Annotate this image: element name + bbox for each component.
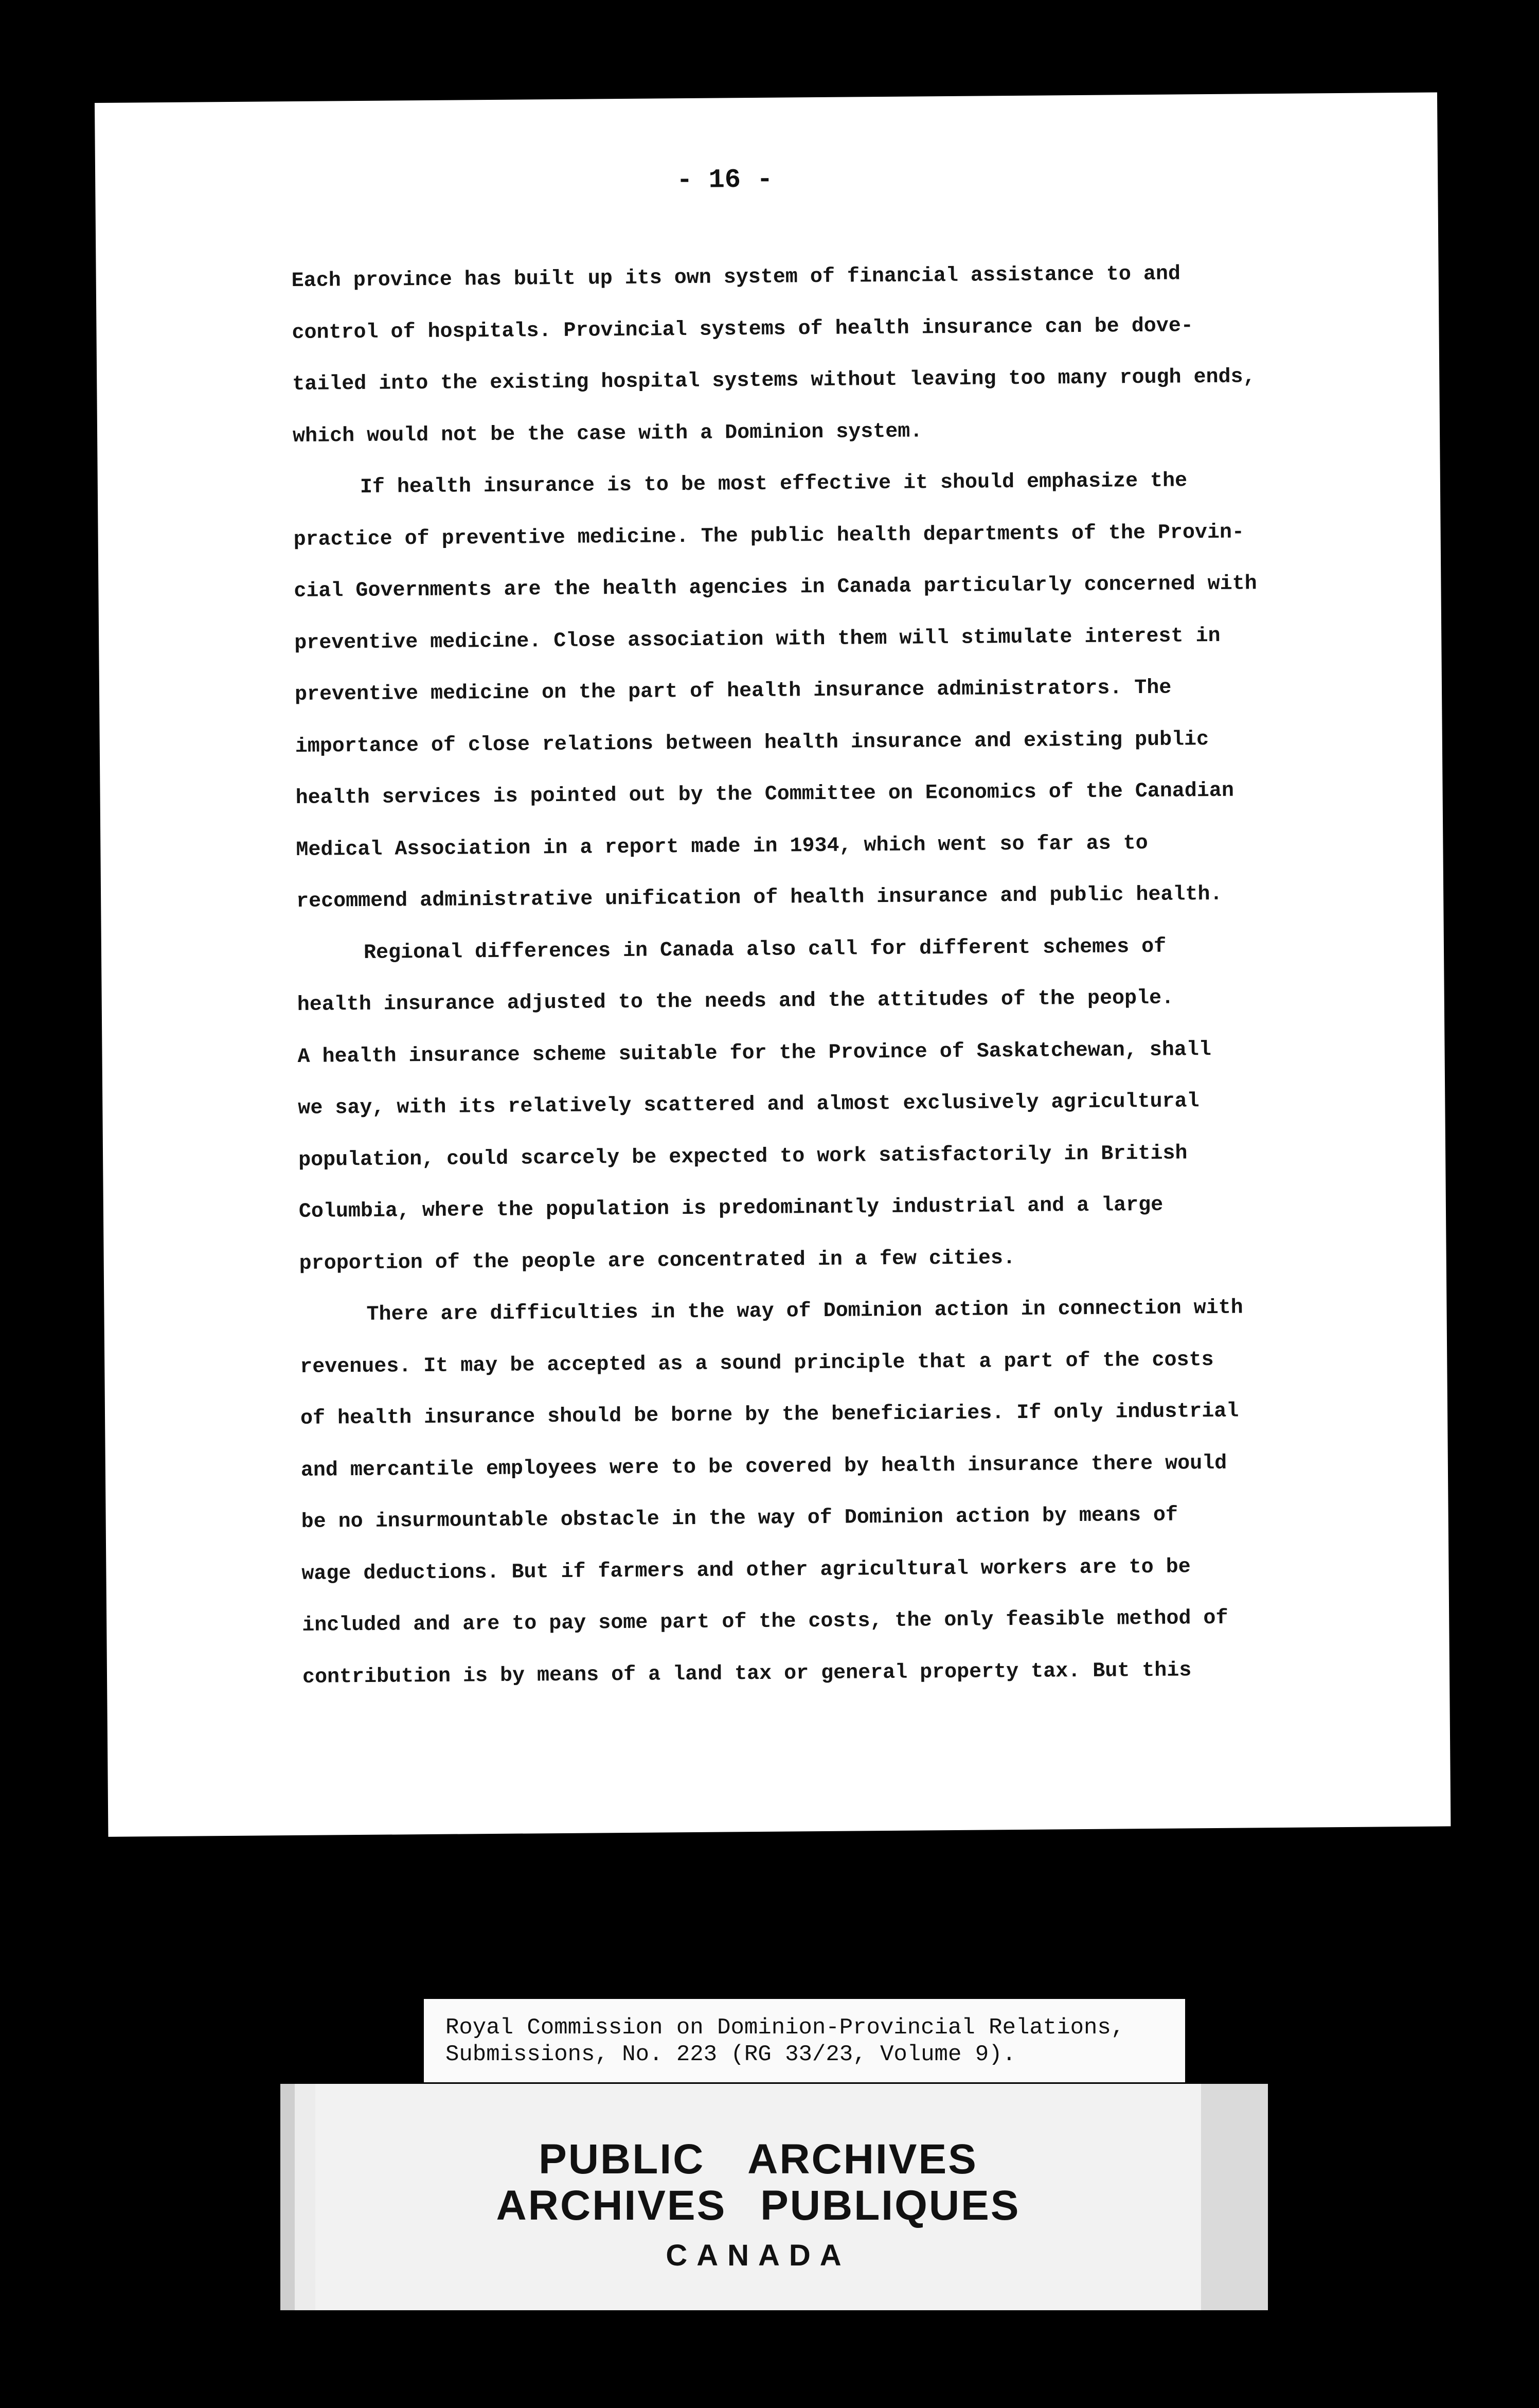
document-page bbox=[95, 93, 1451, 1837]
scan-speck bbox=[164, 1371, 167, 1374]
text-line: preventive medicine on the part of health insurance administrators. The bbox=[294, 676, 1172, 706]
text-line: Regional differences in Canada also call for different schemes of bbox=[363, 935, 1167, 965]
text-line: which would not be the case with a Dominion system. bbox=[292, 419, 923, 448]
text-line: and mercantile employees were to be covered by health insurance there would bbox=[300, 1451, 1227, 1482]
stamp-title-en: PUBLIC ARCHIVES bbox=[539, 2136, 978, 2183]
text-line: population, could scarcely be expected to work satisfactorily in British bbox=[298, 1141, 1188, 1172]
citation-label bbox=[424, 1999, 1185, 2082]
text-line: wage deductions. But if farmers and other agricultural workers are to be bbox=[301, 1555, 1191, 1586]
stamp-card bbox=[315, 2084, 1201, 2310]
paragraph-4 bbox=[299, 1282, 1372, 1704]
paragraph-1 bbox=[291, 247, 1363, 463]
paragraph-3 bbox=[297, 919, 1369, 1290]
archives-stamp bbox=[280, 2084, 1268, 2310]
scan-speck bbox=[167, 1443, 170, 1446]
page-number: - 16 - bbox=[676, 164, 773, 196]
citation-line: Royal Commission on Dominion-Provincial Relations, bbox=[445, 2015, 1125, 2041]
text-line: revenues. It may be accepted as a sound principle that a part of the costs bbox=[300, 1348, 1214, 1379]
text-line: Medical Association in a report made in 1934, which went so far as to bbox=[296, 831, 1148, 862]
scan-speck bbox=[139, 507, 142, 510]
stamp-country: CANADA bbox=[666, 2239, 851, 2272]
text-line: A health insurance scheme suitable for the Province of Saskatchewan, shall bbox=[297, 1038, 1211, 1069]
citation-line: Submissions, No. 223 (RG 33/23, Volume 9). bbox=[445, 2042, 1016, 2067]
text-line: Each province has built up its own system of financial assistance to and bbox=[291, 262, 1181, 293]
text-line: Columbia, where the population is predominantly industrial and a large bbox=[298, 1193, 1164, 1224]
scan-speck bbox=[141, 576, 145, 579]
body-text bbox=[291, 247, 1372, 1704]
text-line: included and are to pay some part of the costs, the only feasible method of bbox=[302, 1606, 1228, 1637]
text-line: proportion of the people are concentrated in a few cities. bbox=[299, 1246, 1016, 1276]
text-line: health services is pointed out by the Committee on Economics of the Canadian bbox=[295, 779, 1234, 810]
text-line: tailed into the existing hospital systems without leaving too many rough ends, bbox=[292, 365, 1256, 396]
text-line: we say, with its relatively scattered and almost exclusively agricultural bbox=[298, 1090, 1200, 1120]
text-line: practice of preventive medicine. The public health departments of the Provin- bbox=[293, 520, 1245, 552]
text-line: recommend administrative unification of health insurance and public health. bbox=[296, 882, 1223, 913]
text-line: contribution is by means of a land tax or general property tax. But this bbox=[302, 1658, 1192, 1689]
text-line: of health insurance should be borne by the beneficiaries. If only industrial bbox=[300, 1400, 1239, 1430]
text-line: cial Governments are the health agencies in Canada particularly concerned with bbox=[294, 572, 1257, 603]
text-line: be no insurmountable obstacle in the way of Dominion action by means of bbox=[301, 1503, 1178, 1534]
stamp-title-fr: ARCHIVES PUBLIQUES bbox=[496, 2182, 1021, 2229]
text-line: There are difficulties in the way of Dominion action in connection with bbox=[366, 1296, 1243, 1326]
text-line: importance of close relations between health insurance and existing public bbox=[295, 728, 1209, 758]
text-line: If health insurance is to be most effective it should emphasize the bbox=[360, 469, 1188, 499]
text-line: preventive medicine. Close association with them will stimulate interest in bbox=[294, 624, 1221, 655]
paragraph-2 bbox=[293, 454, 1367, 928]
text-line: control of hospitals. Provincial systems of health insurance can be dove- bbox=[292, 314, 1193, 345]
text-line: health insurance adjusted to the needs and the attitudes of the people. bbox=[297, 986, 1174, 1017]
